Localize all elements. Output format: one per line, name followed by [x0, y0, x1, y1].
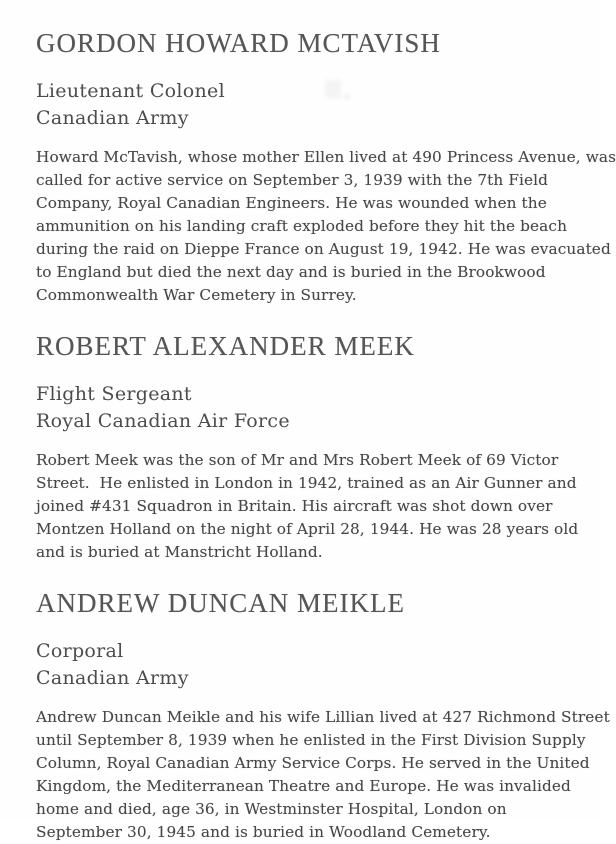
scan-smudge-artifact: [325, 80, 341, 98]
bio-line: ammunition on his landing craft exploded before they hit the beach: [36, 217, 568, 235]
bio-line: to England but died the next day and is buried in the Brookwood: [36, 263, 546, 281]
service-line: Canadian Army: [36, 107, 189, 129]
bio-line: Street. He enlisted in London in 1942, trained as an Air Gunner and: [36, 474, 577, 492]
rank-line: Flight Sergeant: [36, 383, 192, 405]
person-name-heading: GORDON HOWARD MCTAVISH: [36, 28, 441, 58]
bio-line: Montzen Holland on the night of April 28, 1944. He was 28 years old: [36, 520, 579, 538]
bio-line: Kingdom, the Mediterranean Theatre and Europe. He was invalided: [36, 777, 571, 795]
memorial-entry-meikle: [36, 588, 610, 844]
bio-line: Column, Royal Canadian Army Service Corps. He served in the United: [36, 754, 590, 772]
bio-line: Company, Royal Canadian Engineers. He was wounded when the: [36, 194, 547, 212]
scan-smudge-dot-artifact: [344, 94, 350, 100]
bio-line: until September 8, 1939 when he enlisted in the First Division Supply: [36, 731, 586, 749]
rank-block: [36, 78, 570, 132]
service-line: Royal Canadian Air Force: [36, 410, 290, 432]
bio-line: Andrew Duncan Meikle and his wife Lillian lived at 427 Richmond Street: [36, 708, 610, 726]
bio-line: Howard McTavish, whose mother Ellen lived at 490 Princess Avenue, was: [36, 148, 616, 166]
person-name-heading: ROBERT ALEXANDER MEEK: [36, 331, 415, 361]
bio-line: joined #431 Squadron in Britain. His aircraft was shot down over: [36, 497, 553, 515]
bio-line: home and died, age 36, in Westminster Hospital, London on: [36, 800, 507, 818]
bio-line: and is buried at Manstricht Holland.: [36, 543, 323, 561]
service-line: Canadian Army: [36, 667, 189, 689]
bio-paragraph: [36, 449, 579, 564]
bio-paragraph: [36, 146, 616, 307]
person-name-heading: ANDREW DUNCAN MEIKLE: [36, 588, 405, 618]
memorial-entry-meek: [36, 331, 579, 564]
bio-line: called for active service on September 3, 1939 with the 7th Field: [36, 171, 549, 189]
bio-line: September 30, 1945 and is buried in Woodland Cemetery.: [36, 823, 491, 841]
bio-line: Commonwealth War Cemetery in Surrey.: [36, 286, 357, 304]
rank-line: Corporal: [36, 640, 124, 662]
rank-block: [36, 381, 570, 435]
bio-line: Robert Meek was the son of Mr and Mrs Robert Meek of 69 Victor: [36, 451, 559, 469]
rank-line: Lieutenant Colonel: [36, 80, 225, 102]
memorial-entry-mctavish: [36, 28, 616, 307]
bio-line: during the raid on Dieppe France on August 19, 1942. He was evacuated: [36, 240, 611, 258]
bio-paragraph: [36, 706, 610, 844]
rank-block: [36, 638, 570, 692]
